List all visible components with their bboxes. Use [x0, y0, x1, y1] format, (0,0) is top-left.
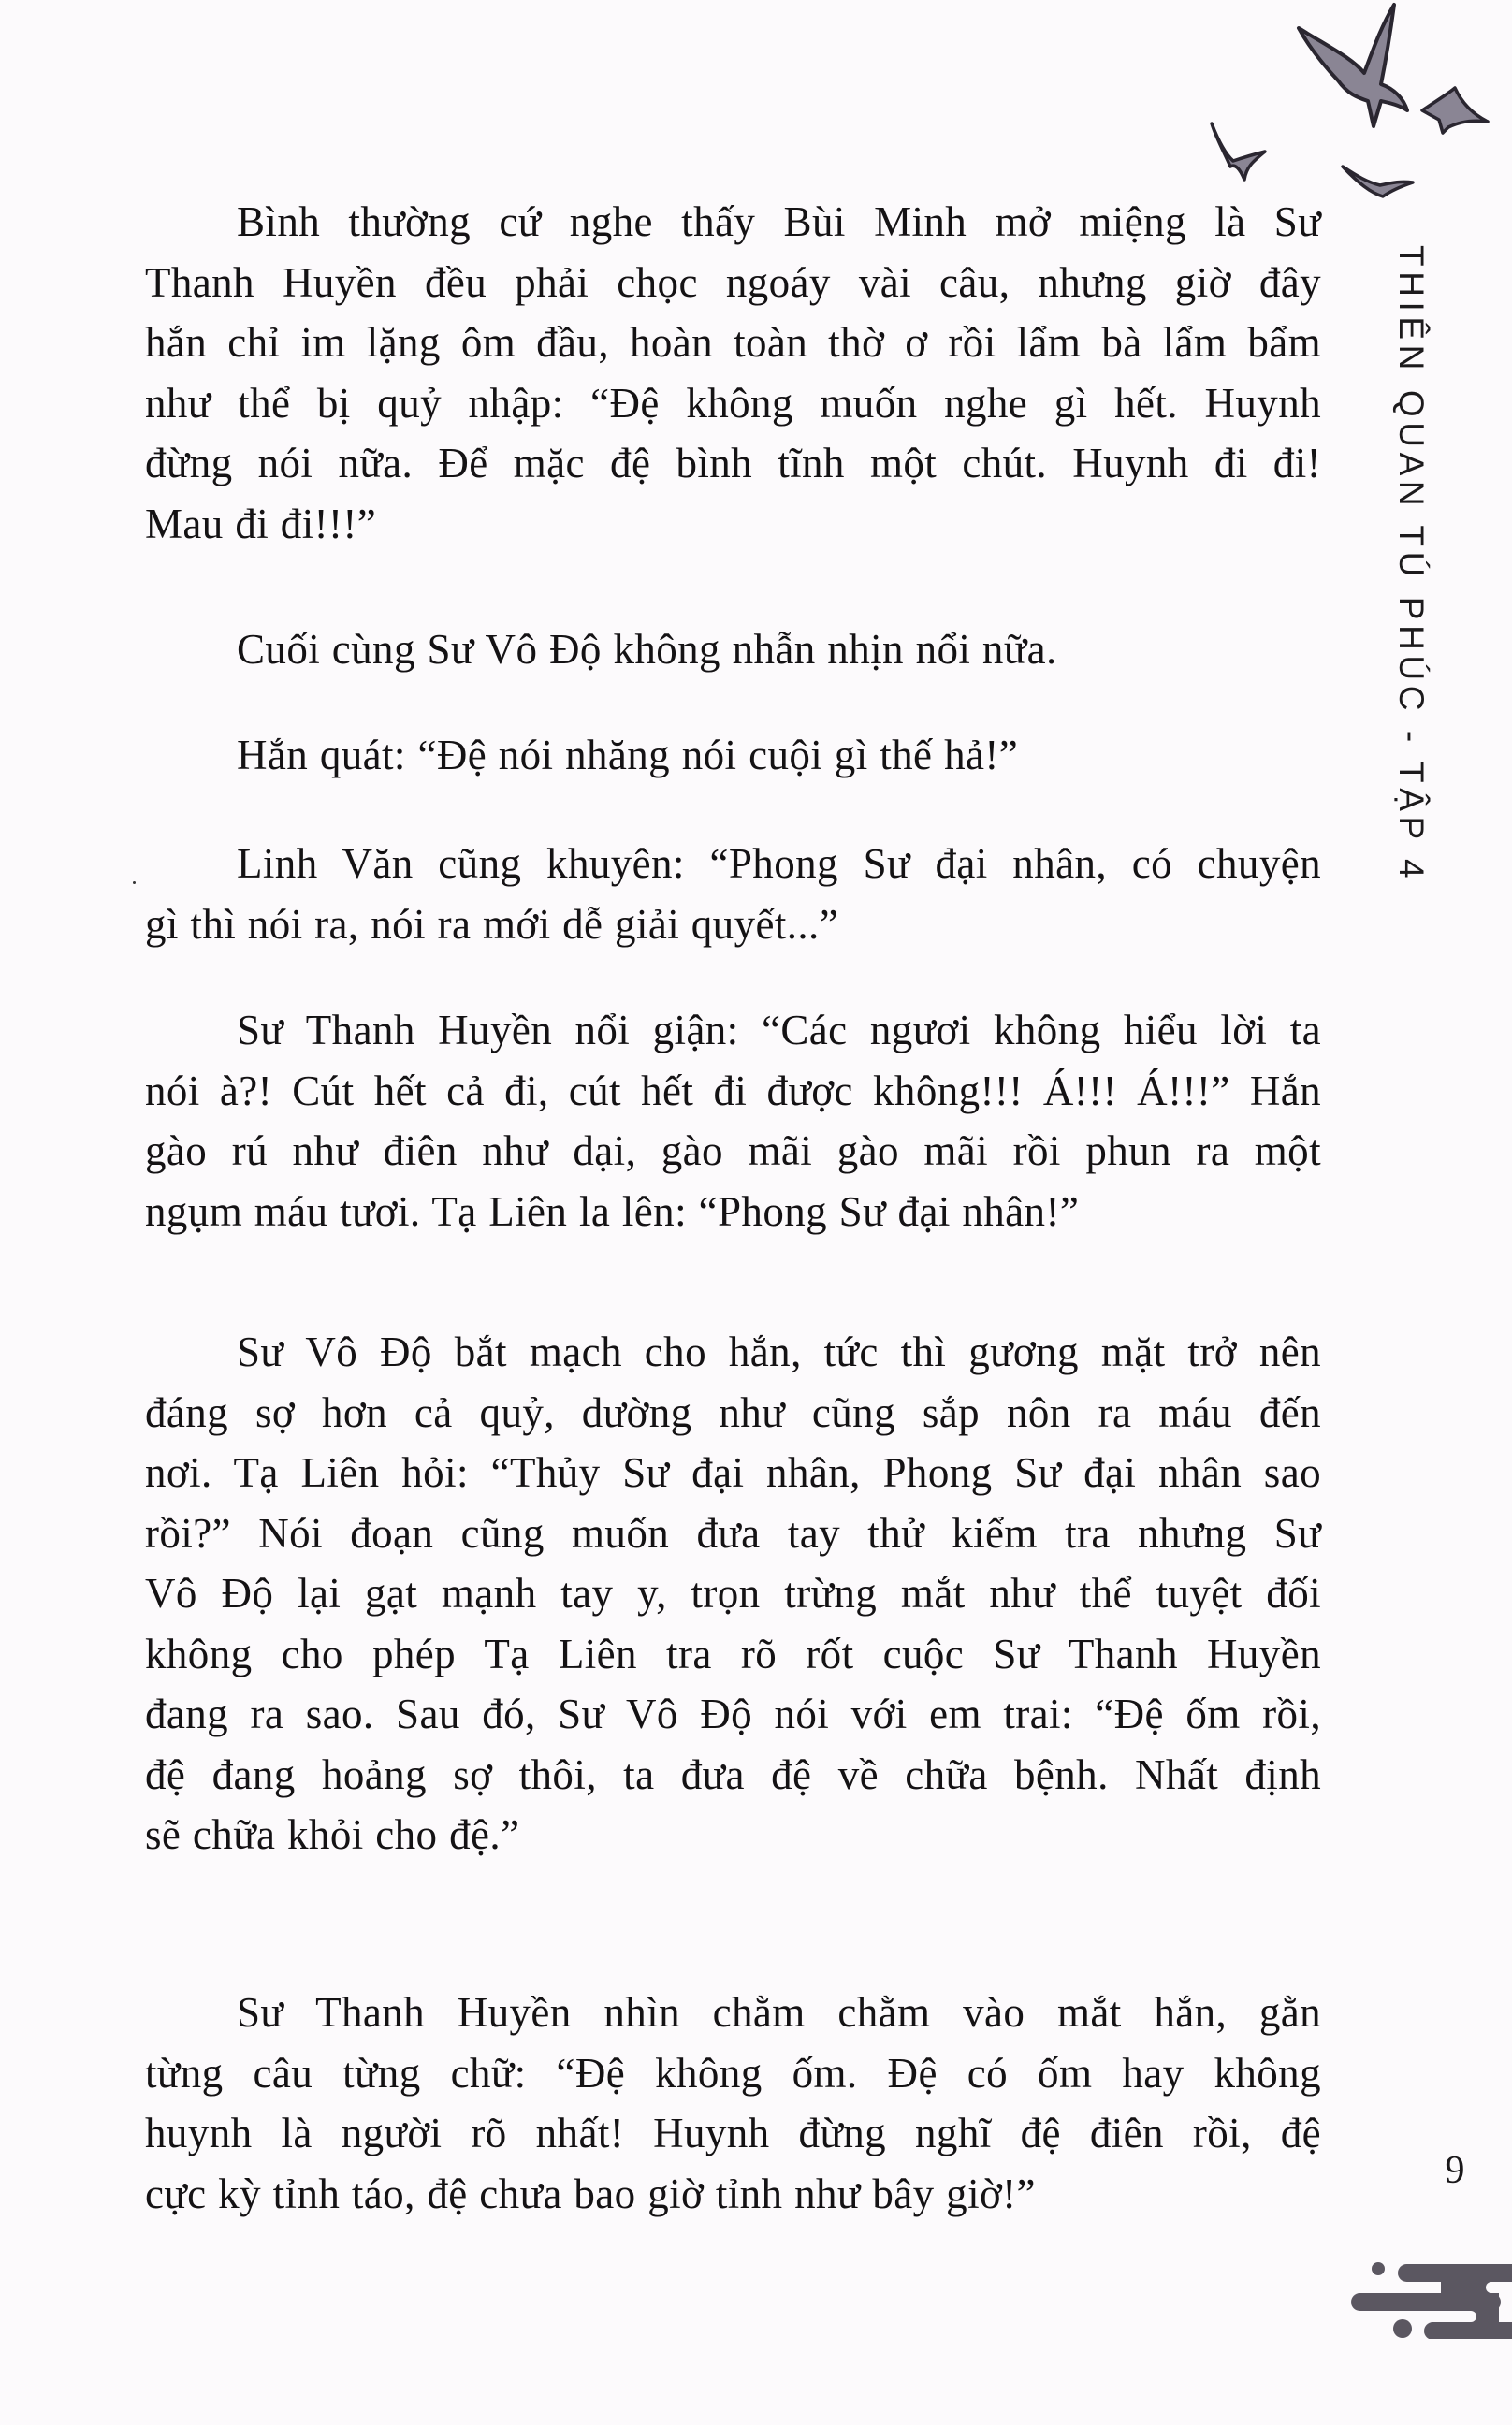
text-line: gì thì nói ra, nói ra mới dễ giải quyết...” [145, 900, 839, 948]
text-line: cực kỳ tỉnh táo, đệ chưa bao giờ tỉnh như bây giờ!” [145, 2170, 1036, 2217]
flying-birds-icon [1207, 0, 1512, 215]
text-line: gào rú như điên như dại, gào mãi gào mãi rồi phun ra một [145, 1127, 1321, 1174]
text-line: đệ đang hoảng sợ thôi, ta đưa đệ về chữa bệnh. Nhất định [145, 1750, 1321, 1798]
paragraph [145, 1322, 1321, 1866]
text-line: nơi. Tạ Liên hỏi: “Thủy Sư đại nhân, Phong Sư đại nhân sao [145, 1449, 1321, 1496]
text-line: huynh là người rõ nhất! Huynh đừng nghĩ đệ điên rồi, đệ [145, 2110, 1321, 2156]
text-line: Bình thường cứ nghe thấy Bùi Minh mở miệng là Sư [237, 198, 1321, 245]
text-line: không cho phép Tạ Liên tra rõ rốt cuộc Sư Thanh Huyền [145, 1630, 1321, 1677]
paragraph [145, 1000, 1321, 1242]
print-speck [133, 881, 136, 884]
running-head [1383, 245, 1439, 984]
text-line: như thể bị quỷ nhập: “Đệ không muốn nghe gì hết. Huynh [145, 379, 1321, 427]
text-line: Sư Vô Độ bắt mạch cho hắn, tức thì gương mặt trở nên [237, 1329, 1321, 1375]
paragraph [145, 192, 1321, 554]
paragraph [145, 725, 1321, 786]
paragraph [145, 834, 1321, 954]
text-line: Cuối cùng Sư Vô Độ không nhẫn nhịn nổi nữa. [237, 626, 1057, 673]
cloud-ornament-icon [1329, 2227, 1512, 2339]
text-line: Thanh Huyền đều phải chọc ngoáy vài câu, nhưng giờ đây [145, 258, 1321, 306]
text-line: từng câu từng chữ: “Đệ không ốm. Đệ có ốm hay không [145, 2049, 1321, 2097]
text-line: Hắn quát: “Đệ nói nhăng nói cuội gì thế hả!” [237, 732, 1019, 778]
text-line: Linh Văn cũng khuyên: “Phong Sư đại nhân, có chuyện [237, 840, 1321, 887]
page-number: 9 [1445, 2149, 1465, 2192]
text-line: Sư Thanh Huyền nhìn chằm chằm vào mắt hắn, gằn [237, 1989, 1321, 2036]
text-line: đang ra sao. Sau đó, Sư Vô Độ nói với em trai: “Đệ ốm rồi, [145, 1691, 1321, 1737]
text-line: Sư Thanh Huyền nổi giận: “Các ngươi không hiểu lời ta [237, 1007, 1321, 1053]
text-line: Mau đi đi!!!” [145, 500, 377, 547]
text-line: hắn chỉ im lặng ôm đầu, hoàn toàn thờ ơ rồi lẩm bà lẩm bẩm [145, 319, 1321, 366]
text-line: đừng nói nữa. Để mặc đệ bình tĩnh một chút. Huynh đi đi! [145, 440, 1321, 486]
text-line: ngụm máu tươi. Tạ Liên la lên: “Phong Sư đại nhân!” [145, 1187, 1080, 1235]
text-line: Vô Độ lại gạt mạnh tay y, trọn trừng mắt như thể tuyệt đối [145, 1570, 1321, 1617]
text-line: rồi?” Nói đoạn cũng muốn đưa tay thử kiểm tra nhưng Sư [145, 1509, 1321, 1557]
text-line: nói à?! Cút hết cả đi, cút hết đi được không!!! Á!!! Á!!!” Hắn [145, 1067, 1321, 1114]
text-line: đáng sợ hơn cả quỷ, dường như cũng sắp nôn ra máu đến [145, 1388, 1321, 1436]
paragraph [145, 1982, 1321, 2224]
text-line: sẽ chữa khỏi cho đệ.” [145, 1811, 520, 1858]
paragraph [145, 619, 1321, 680]
book-title-volume: THIÊN QUAN TÚ PHÚC - TẬP 4 [1392, 245, 1431, 884]
